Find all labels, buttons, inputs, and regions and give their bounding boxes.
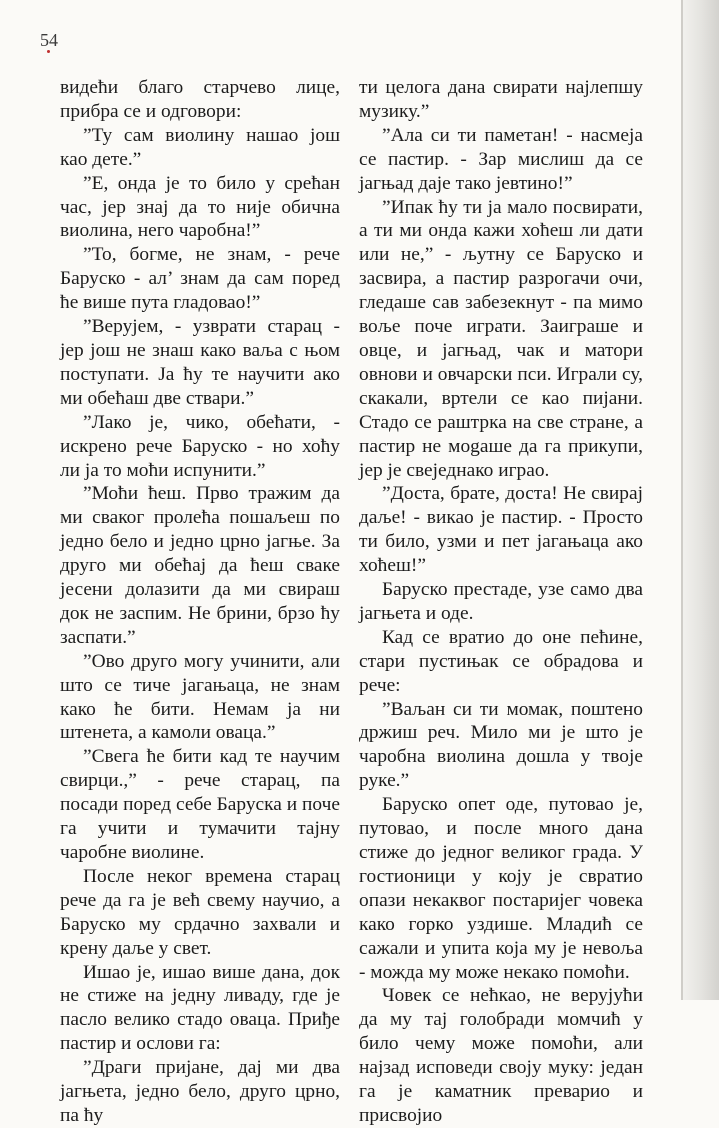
right-text-column xyxy=(359,76,643,1128)
paragraph: ”Верујем, - узврати старац - јер још не знаш како ваља с њом поступати. Ја ћу те научити ако ми обећаш две ствари.” xyxy=(60,316,340,409)
paragraph: ”Е, онда је то било у срећан час, јер знај да то није обична виолина, него чаробна!” xyxy=(60,172,340,242)
paragraph: ”Моћи ћeш. Прво тражим да ми сваког пролећа пошаљеш по једно бело и једно црно јагње. За друго ми обећaj да ћeш сваке јесени долазити да ми свираш док не заспим. Не брини, брзо ћу заспати.” xyxy=(60,483,340,648)
paragraph: ”Ала си ти паметан! - насмеја се пастир. - Зар мислиш да се јагњад даје тако јевтино!” xyxy=(359,124,643,194)
paragraph: ”Ово друго могу учинити, али што се тиче јагањаца, не знам како ћe бити. Немам ја ни штенета, а камоли оваца.” xyxy=(60,650,340,744)
paragraph: Кад се вратио до оне пећине, стари пустињак се обрадова и рече: xyxy=(359,626,643,696)
paragraph: Човек се нећкао, не веруjући да му тај голобради момчић у било чему може помоћи, али најзад исповеди своју муку: један га је каматник преварио и присвојио xyxy=(359,985,643,1126)
paragraph: ”Доста, брате, доста! Не свирај даље! - викао је пастир. - Просто ти било, узми и пет јагањаца ако хоћeш!” xyxy=(359,483,643,577)
paragraph: ”Свега ћe бити кад те научим свирци.,” - рече старац, па посади поред себе Баруска и поче га учити и тумачити тајну чаробне виолине. xyxy=(60,746,340,863)
paragraph: ”Ту сам виолину нашао још као дете.” xyxy=(60,124,340,170)
paragraph: Ишао је, ишао више дана, док не стиже на једну ливаду, где је пасло велико стадо оваца. Приђе пастир и ослови га: xyxy=(60,961,340,1055)
paragraph: ”То, богме, не знам, - рече Баруско - ал’ знам да сам поред ће више пута гладовао!” xyxy=(60,244,340,314)
page-edge-shadow xyxy=(681,0,719,1000)
paragraph: ти целога дана свирати најлепшу музику.” xyxy=(359,77,643,122)
paragraph: ”Ипак ћу ти ја мало посвирати, а ти ми онда кажи хоћeш ли дати или не,” - љутну се Баруско и засвира, а пастир разрогачи очи, гледаше сав забезекнут - па мимо воље поче играти. Заиграше и овце, и јагњад, чак и матори овнови и овчарски пси. Играли су, скакали, вртели се као пијани. Стадо се раштрка на све стране, а пастир не мogaше да га прикупи, јер је свеједнако играо. xyxy=(359,196,643,481)
paragraph: ”Ваљан си ти момак, поштено држиш реч. Мило ми је што је чаробна виолина дошла у твоје руке.” xyxy=(359,698,643,792)
paragraph: После неког времена старац рече да га је већ свему научио, а Баруско му срдачно захвали и крену даље у свет. xyxy=(60,865,340,959)
paragraph: Баруско престаде, узе само два јагњета и оде. xyxy=(359,579,643,624)
page-number: 54 xyxy=(40,30,58,50)
paragraph: Баруско опет оде, путовао је, путовао, и после много дана стиже до једног великог града. У гостионици у коју је свратио опази некаквог постаријег човека како горко уздише. Младић се сажали и упита која му је невоља - можда му може некако помоћи. xyxy=(359,794,643,983)
paragraph: видећи благо старчево лице, прибра се и одговори: xyxy=(60,77,340,122)
left-text-column xyxy=(60,76,340,1128)
paragraph: ”Лако је, чико, обећати, - искрено рече Баруско - но хоћу ли ја то моћи испунити.” xyxy=(60,411,340,481)
paragraph: ”Драги пријане, дај ми два јагњета, једно бело, друго црно, па ћу xyxy=(60,1057,340,1126)
